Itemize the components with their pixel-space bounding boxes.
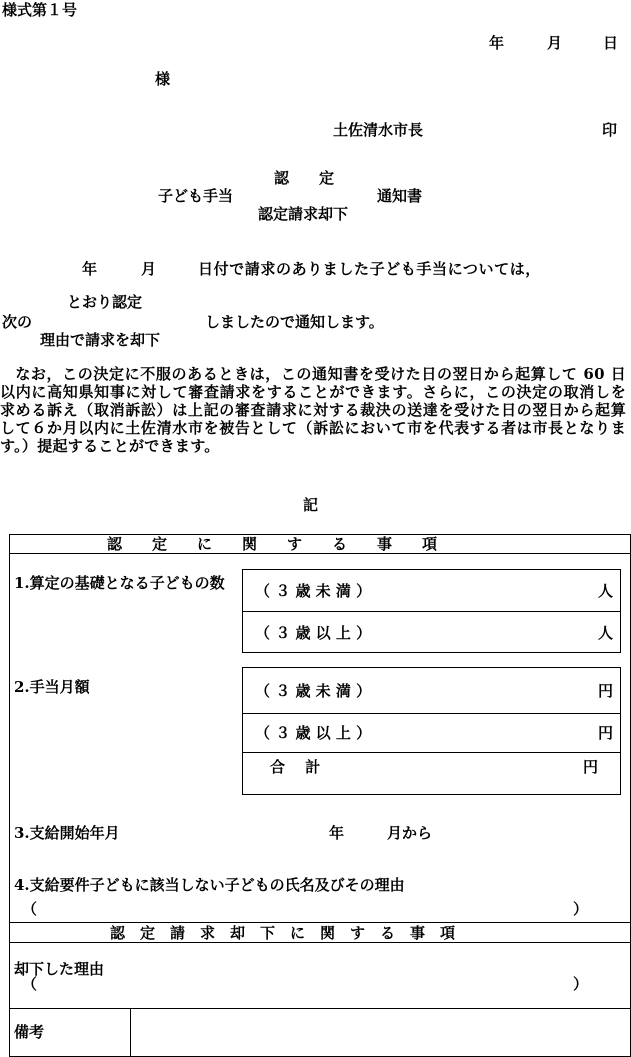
rejection-paren-close: ） [573, 975, 589, 993]
intro-suffix: しましたので通知します。 [205, 313, 384, 331]
item2-divider-1 [242, 713, 621, 714]
item2-divider-2 [242, 752, 621, 753]
item3-label: 3.支給開始年月 [14, 824, 120, 842]
date-month: 月 [547, 34, 563, 52]
section1-header-divider [9, 553, 631, 554]
intro-month: 月 [141, 260, 157, 278]
remarks-column-divider [130, 1008, 131, 1057]
title-left: 子ども手当 [158, 187, 234, 205]
item3-year: 年 [329, 824, 345, 842]
item1-row1-unit: 人 [598, 582, 614, 600]
section1-header: 認 定 に 関 す る 事 項 [107, 535, 438, 553]
intro-option-rejection: 理由で請求を却下 [40, 331, 161, 349]
addressee-suffix: 様 [155, 70, 171, 88]
intro-option-approval: とおり認定 [67, 293, 143, 311]
item2-row1-unit: 円 [598, 682, 614, 700]
notice-paragraph: なお，この決定に不服のあるときは，この通知書を受けた日の翌日から起算して 60 日以内に高知県知事に対して審査請求をすることができます。さらに，この決定の取消しを求める訴え（取消訴訟）は上記の審査請求に対する裁決の送達を受けた日の翌日から起算して６か月以内に土佐清水市を被告として（訴訟において市を代表する者は市長となります。）提起することができます。 [0, 365, 626, 455]
remarks-divider [9, 1008, 631, 1009]
item2-row2-unit: 円 [598, 724, 614, 742]
intro-year: 年 [82, 260, 98, 278]
item2-total-label: 合 計 [270, 758, 321, 776]
intro-prefix: 次の [2, 313, 33, 331]
title-option-rejection: 認定請求却下 [258, 205, 349, 223]
item1-row2-label: （ ３ 歳 以 上 ） [255, 624, 372, 642]
intro-line1: 日付で請求のありました子ども手当については， [198, 260, 541, 278]
date-year: 年 [489, 34, 505, 52]
item4-paren-open: （ [22, 900, 38, 918]
item4-label: 4.支給要件子どもに該当しない子どもの氏名及びその理由 [14, 876, 405, 894]
section2-header-divider [9, 942, 631, 943]
item1-label: 1.算定の基礎となる子どもの数 [14, 574, 225, 592]
ki-heading: 記 [303, 496, 319, 514]
sender-name: 土佐清水市長 [333, 121, 424, 139]
rejection-paren-open: （ [22, 975, 38, 993]
item2-total-unit: 円 [583, 758, 599, 776]
seal-mark: 印 [602, 121, 618, 139]
item2-row1-label: （ ３ 歳 未 満 ） [255, 682, 372, 700]
item1-row1-label: （ ３ 歳 未 満 ） [255, 582, 372, 600]
item2-row2-label: （ ３ 歳 以 上 ） [255, 724, 372, 742]
section2-header: 認 定 請 求 却 下 に 関 す る 事 項 [110, 924, 456, 942]
item3-month: 月から [387, 824, 433, 842]
section2-top-divider [9, 922, 631, 923]
item2-label: 2.手当月額 [14, 678, 90, 696]
item4-paren-close: ） [573, 900, 589, 918]
rejection-reason-label: 却下した理由 [14, 960, 105, 978]
title-right: 通知書 [377, 187, 423, 205]
date-day: 日 [603, 34, 619, 52]
item1-row2-unit: 人 [598, 624, 614, 642]
item1-row-divider [242, 611, 621, 612]
title-option-approval: 認 定 [274, 169, 335, 187]
remarks-label: 備考 [14, 1023, 45, 1041]
form-number: 様式第１号 [2, 1, 78, 19]
